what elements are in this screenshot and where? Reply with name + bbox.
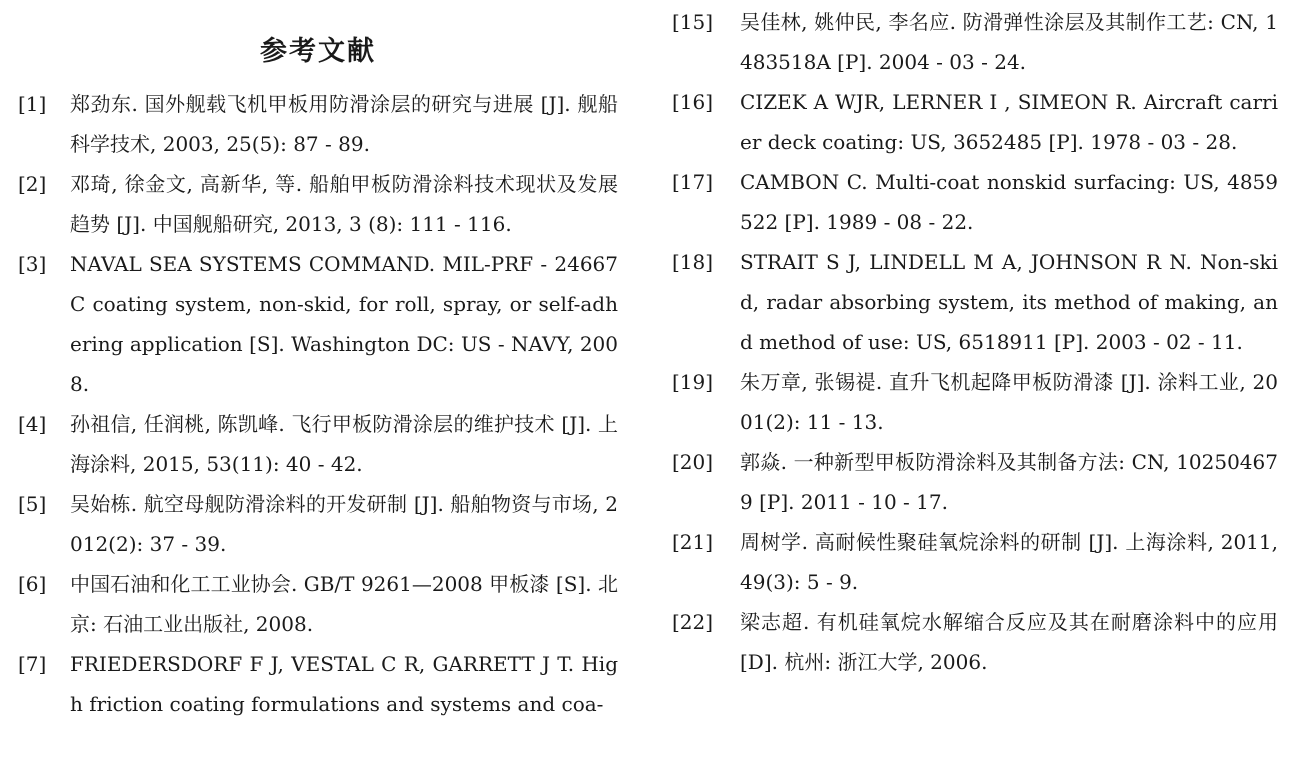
reference-list-left: [18, 84, 618, 724]
reference-text: CAMBON C. Multi-coat nonskid surfacing: US, 4859522 [P]. 1989 - 08 - 22.: [740, 170, 1278, 234]
reference-number: [1]: [18, 92, 47, 116]
reference-text: NAVAL SEA SYSTEMS COMMAND. MIL-PRF - 24667C coating system, non-skid, for roll, spray, or self-adhering application [S]. Washington DC: US - NAVY, 2008.: [70, 252, 618, 396]
reference-text: 郑劲东. 国外舰载飞机甲板用防滑涂层的研究与进展 [J]. 舰船科学技术, 2003, 25(5): 87 - 89.: [70, 92, 618, 156]
reference-number: [3]: [18, 252, 47, 276]
reference-number: [22]: [672, 610, 714, 634]
reference-number: [15]: [672, 10, 714, 34]
reference-text: 朱万章, 张锡禔. 直升飞机起降甲板防滑漆 [J]. 涂料工业, 2001(2): 11 - 13.: [740, 370, 1278, 434]
reference-text: 郭焱. 一种新型甲板防滑涂料及其制备方法: CN, 102504679 [P]. 2011 - 10 - 17.: [740, 450, 1278, 514]
reference-number: [7]: [18, 652, 47, 676]
reference-number: [17]: [672, 170, 714, 194]
reference-number: [16]: [672, 90, 714, 114]
reference-number: [18]: [672, 250, 714, 274]
section-title: 参考文献: [260, 36, 376, 67]
reference-text: CIZEK A WJR, LERNER I , SIMEON R. Aircraft carrier deck coating: US, 3652485 [P]. 1978 - 03 - 28.: [740, 90, 1278, 154]
right-column: [672, 0, 1278, 682]
reference-text: FRIEDERSDORF F J, VESTAL C R, GARRETT J T. High friction coating formulations and systems and coa-: [70, 652, 618, 716]
reference-item-16: [672, 82, 1278, 162]
reference-text: 周树学. 高耐候性聚硅氧烷涂料的研制 [J]. 上海涂料, 2011, 49(3): 5 - 9.: [740, 530, 1278, 594]
reference-number: [5]: [18, 492, 47, 516]
reference-item-2: [18, 164, 618, 244]
reference-list-right: [672, 2, 1278, 682]
reference-text: STRAIT S J, LINDELL M A, JOHNSON R N. Non-skid, radar absorbing system, its method of making, and method of use: US, 6518911 [P]. 2003 - 02 - 11.: [740, 250, 1278, 354]
reference-item-1: [18, 84, 618, 164]
reference-text: 梁志超. 有机硅氧烷水解缩合反应及其在耐磨涂料中的应用 [D]. 杭州: 浙江大学, 2006.: [740, 610, 1278, 674]
reference-number: [6]: [18, 572, 47, 596]
reference-number: [2]: [18, 172, 47, 196]
reference-item-5: [18, 484, 618, 564]
reference-item-3: [18, 244, 618, 404]
reference-item-21: [672, 522, 1278, 602]
reference-number: [4]: [18, 412, 47, 436]
reference-item-4: [18, 404, 618, 484]
reference-number: [19]: [672, 370, 714, 394]
reference-item-18: [672, 242, 1278, 362]
reference-text: 孙祖信, 任润桃, 陈凯峰. 飞行甲板防滑涂层的维护技术 [J]. 上海涂料, 2015, 53(11): 40 - 42.: [70, 412, 618, 476]
reference-item-15: [672, 2, 1278, 82]
reference-text: 中国石油和化工工业协会. GB/T 9261—2008 甲板漆 [S]. 北京: 石油工业出版社, 2008.: [70, 572, 618, 636]
left-column: [18, 0, 618, 724]
reference-number: [20]: [672, 450, 714, 474]
reference-text: 邓琦, 徐金文, 高新华, 等. 船舶甲板防滑涂料技术现状及发展趋势 [J]. 中国舰船研究, 2013, 3 (8): 111 - 116.: [70, 172, 618, 236]
reference-item-20: [672, 442, 1278, 522]
reference-text: 吴佳林, 姚仲民, 李名应. 防滑弹性涂层及其制作工艺: CN, 1483518A [P]. 2004 - 03 - 24.: [740, 10, 1278, 74]
reference-text: 吴始栋. 航空母舰防滑涂料的开发研制 [J]. 船舶物资与市场, 2012(2): 37 - 39.: [70, 492, 618, 556]
reference-item-22: [672, 602, 1278, 682]
reference-number: [21]: [672, 530, 714, 554]
reference-item-17: [672, 162, 1278, 242]
reference-item-6: [18, 564, 618, 644]
reference-item-7: [18, 644, 618, 724]
reference-item-19: [672, 362, 1278, 442]
